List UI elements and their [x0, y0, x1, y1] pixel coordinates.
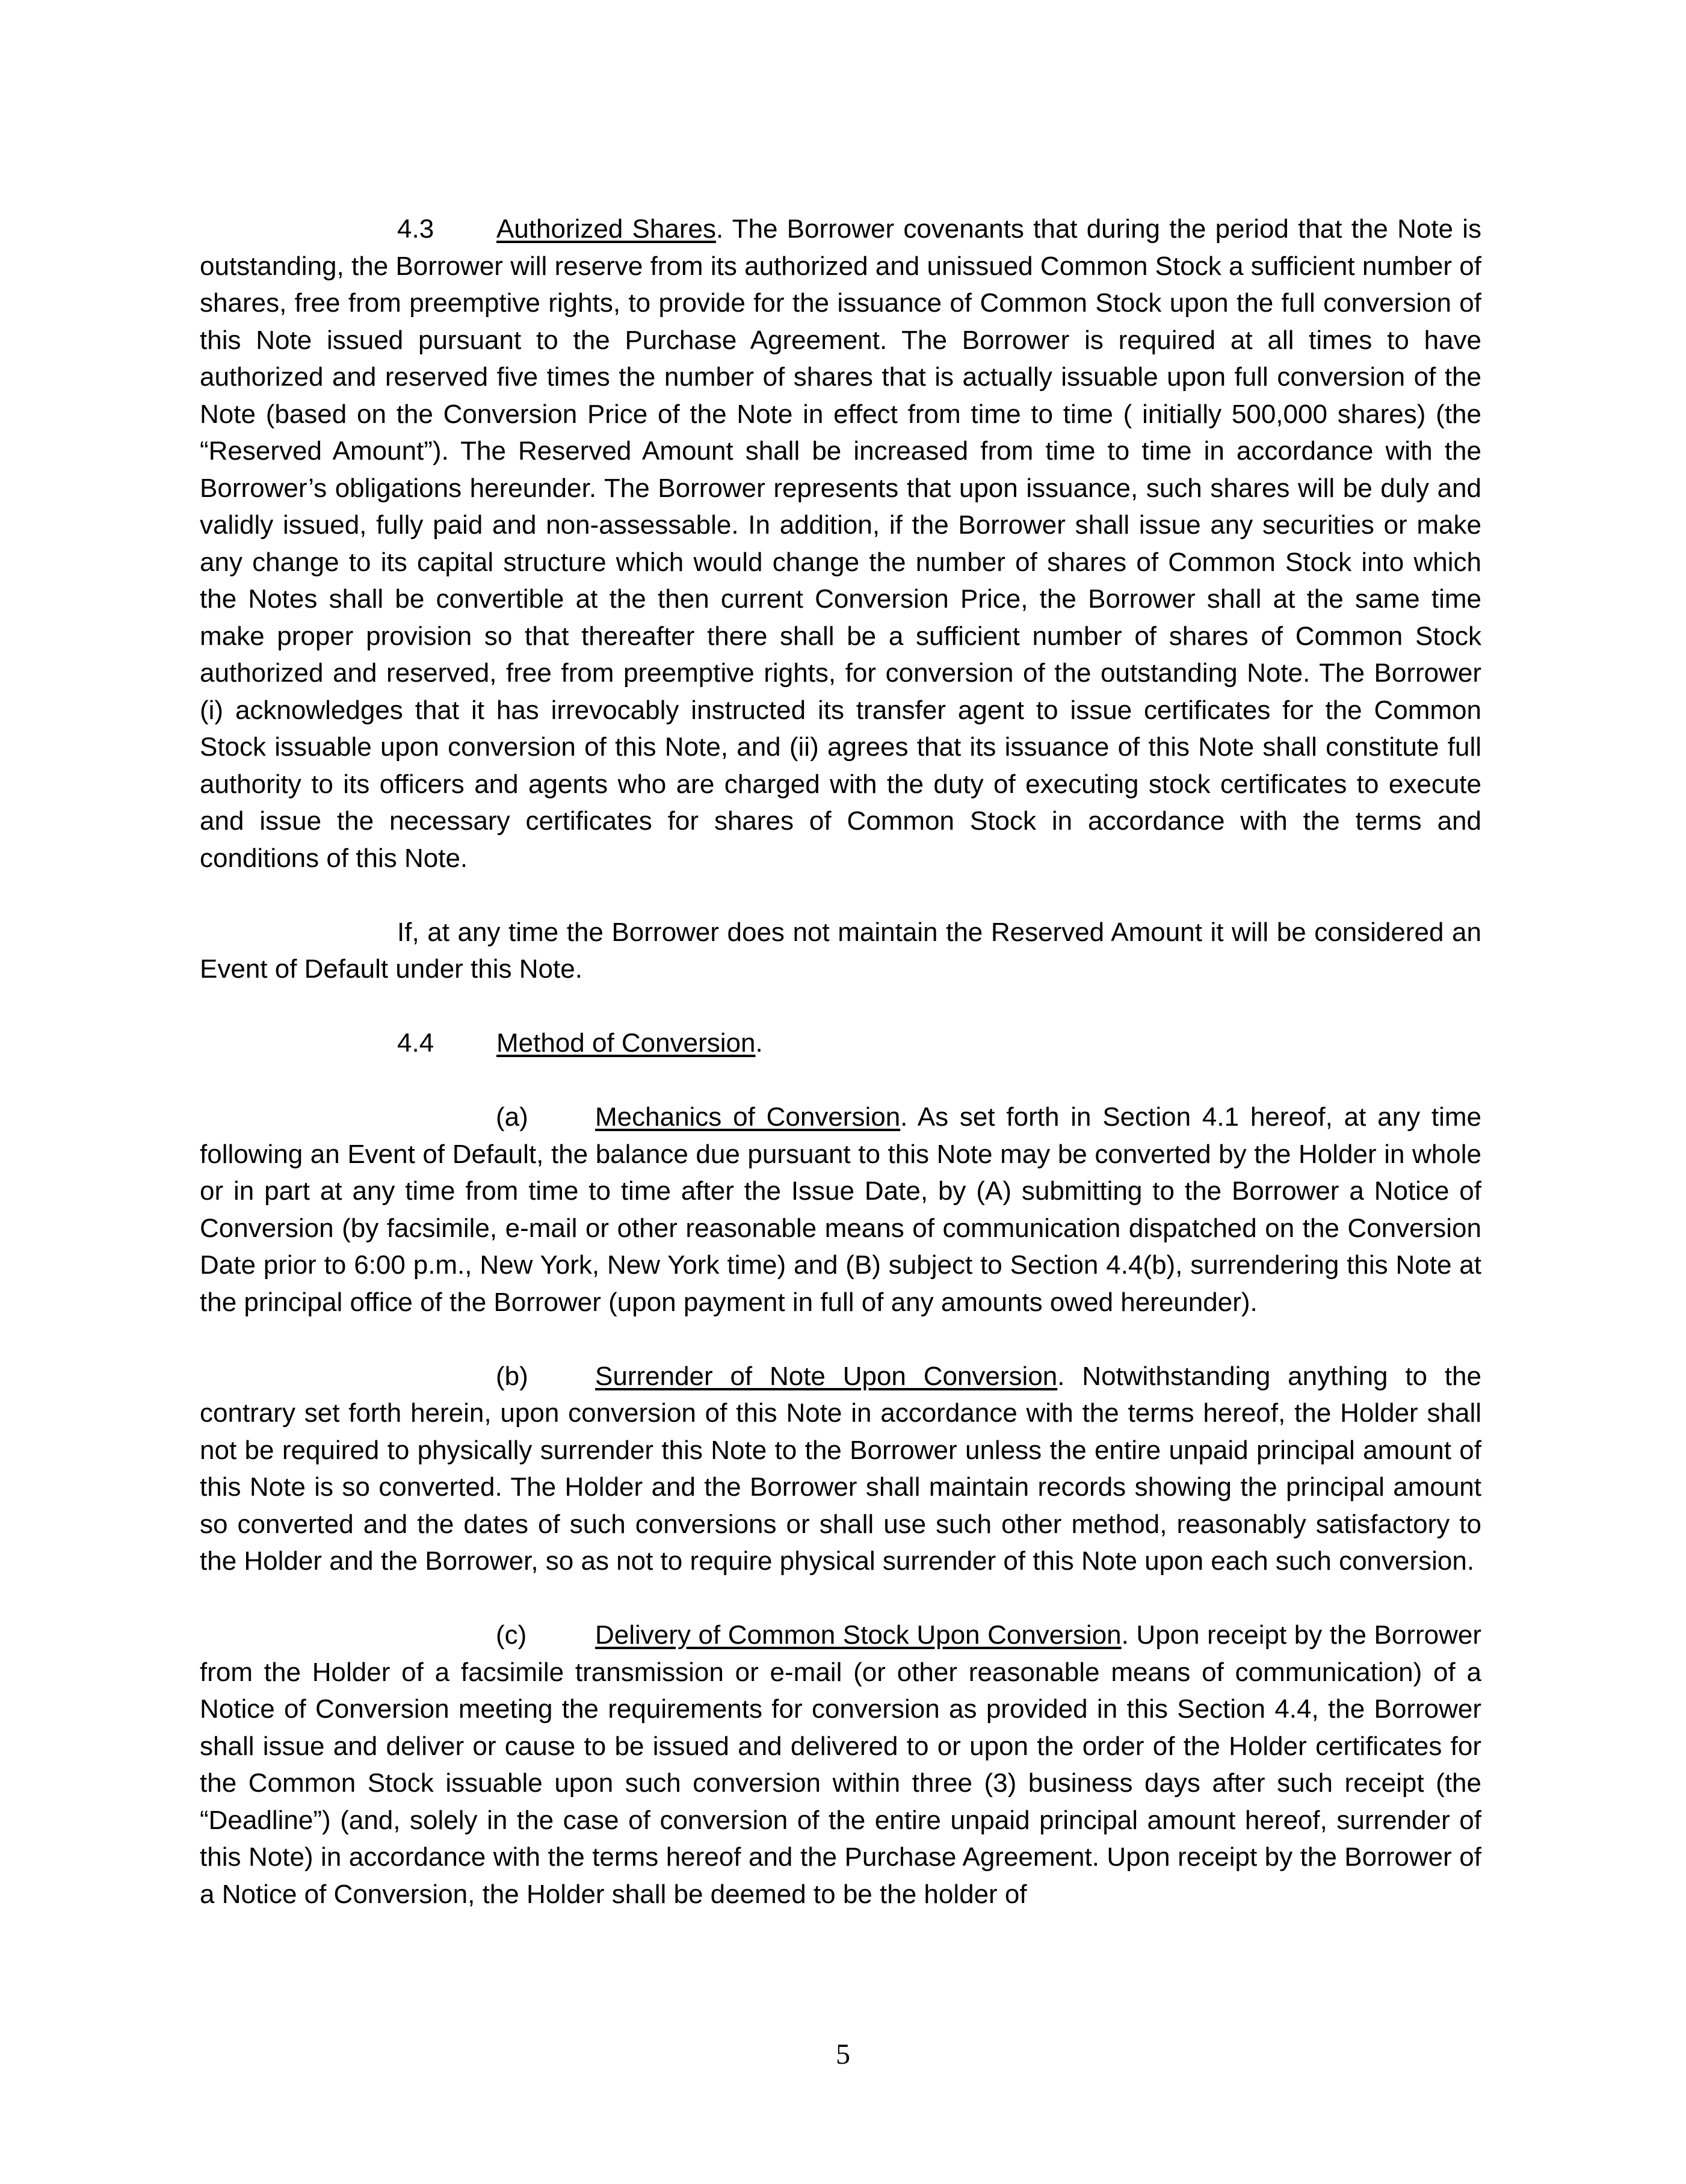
section-4-4-heading [200, 1025, 1481, 1062]
paragraph-body: If, at any time the Borrower does not maintain the Reserved Amount it will be considered an Event of Default under this Note. [200, 917, 1481, 984]
page-number: 5 [836, 2038, 850, 2070]
section-title: Authorized Shares [496, 214, 716, 244]
event-of-default-paragraph [200, 914, 1481, 988]
section-title: Method of Conversion [496, 1028, 756, 1058]
subsection-title: Surrender of Note Upon Conversion [595, 1361, 1058, 1391]
document-page [200, 211, 1481, 1913]
subsection-body: . Upon receipt by the Borrower from the Holder of a facsimile transmission or e-mail (or other reasonable means of communication) of a Notice of Conversion meeting the requirements for conversion as provided in this Section 4.4, the Borrower shall issue and deliver or cause to be issued and delivered to or upon the order of the Holder certificates for the Common Stock issuable upon such conversion within three (3) business days after such receipt (the “Deadline”) (and, solely in the case of conversion of the entire unpaid principal amount hereof, surrender of this Note) in accordance with the terms hereof and the Purchase Agreement. Upon receipt by the Borrower of a Notice of Conversion, the Holder shall be deemed to be the holder of [200, 1620, 1481, 1909]
subsection-title: Delivery of Common Stock Upon Conversion [595, 1620, 1122, 1650]
subsection-c-paragraph [200, 1617, 1481, 1913]
subsection-body: . As set forth in Section 4.1 hereof, at any time following an Event of Default, the balance due pursuant to this Note may be converted by the Holder in whole or in part at any time from time to time after the Issue Date, by (A) submitting to the Borrower a Notice of Conversion (by facsimile, e-mail or other reasonable means of communication dispatched on the Conversion Date prior to 6:00 p.m., New York, New York time) and (B) subject to Section 4.4(b), surrendering this Note at the principal office of the Borrower (upon payment in full of any amounts owed hereunder). [200, 1102, 1481, 1317]
subsection-b-paragraph [200, 1358, 1481, 1580]
subsection-label: (b) [496, 1361, 528, 1391]
subsection-label: (a) [496, 1102, 528, 1132]
subsection-label: (c) [496, 1620, 527, 1650]
section-body: . The Borrower covenants that during the period that the Note is outstanding, the Borrower will reserve from its authorized and unissued Common Stock a sufficient number of shares, free from preemptive rights, to provide for the issuance of Common Stock upon the full conversion of this Note issued pursuant to the Purchase Agreement. The Borrower is required at all times to have authorized and reserved five times the number of shares that is actually issuable upon full conversion of the Note (based on the Conversion Price of the Note in effect from time to time ( initially 500,000 shares) (the “Reserved Amount”). The Reserved Amount shall be increased from time to time in accordance with the Borrower’s obligations hereunder. The Borrower represents that upon issuance, such shares will be duly and validly issued, fully paid and non-assessable. In addition, if the Borrower shall issue any securities or make any change to its capital structure which would change the number of shares of Common Stock into which the Notes shall be convertible at the then current Conversion Price, the Borrower shall at the same time make proper provision so that thereafter there shall be a sufficient number of shares of Common Stock authorized and reserved, free from preemptive rights, for conversion of the outstanding Note. The Borrower (i) acknowledges that it has irrevocably instructed its transfer agent to issue certificates for the Common Stock issuable upon conversion of this Note, and (ii) agrees that its issuance of this Note shall constitute full authority to its officers and agents who are charged with the duty of executing stock certificates to execute and issue the necessary certificates for shares of Common Stock in accordance with the terms and conditions of this Note. [200, 214, 1481, 873]
subsection-title: Mechanics of Conversion [595, 1102, 901, 1132]
section-title-suffix: . [755, 1028, 763, 1058]
subsection-a-paragraph [200, 1099, 1481, 1321]
section-number: 4.3 [397, 214, 434, 244]
section-number: 4.4 [397, 1028, 434, 1058]
subsection-body: . Notwithstanding anything to the contrary set forth herein, upon conversion of this Note in accordance with the terms hereof, the Holder shall not be required to physically surrender this Note to the Borrower unless the entire unpaid principal amount of this Note is so converted. The Holder and the Borrower shall maintain records showing the principal amount so converted and the dates of such conversions or shall use such other method, reasonably satisfactory to the Holder and the Borrower, so as not to require physical surrender of this Note upon each such conversion. [200, 1361, 1481, 1576]
section-4-3-paragraph [200, 211, 1481, 877]
